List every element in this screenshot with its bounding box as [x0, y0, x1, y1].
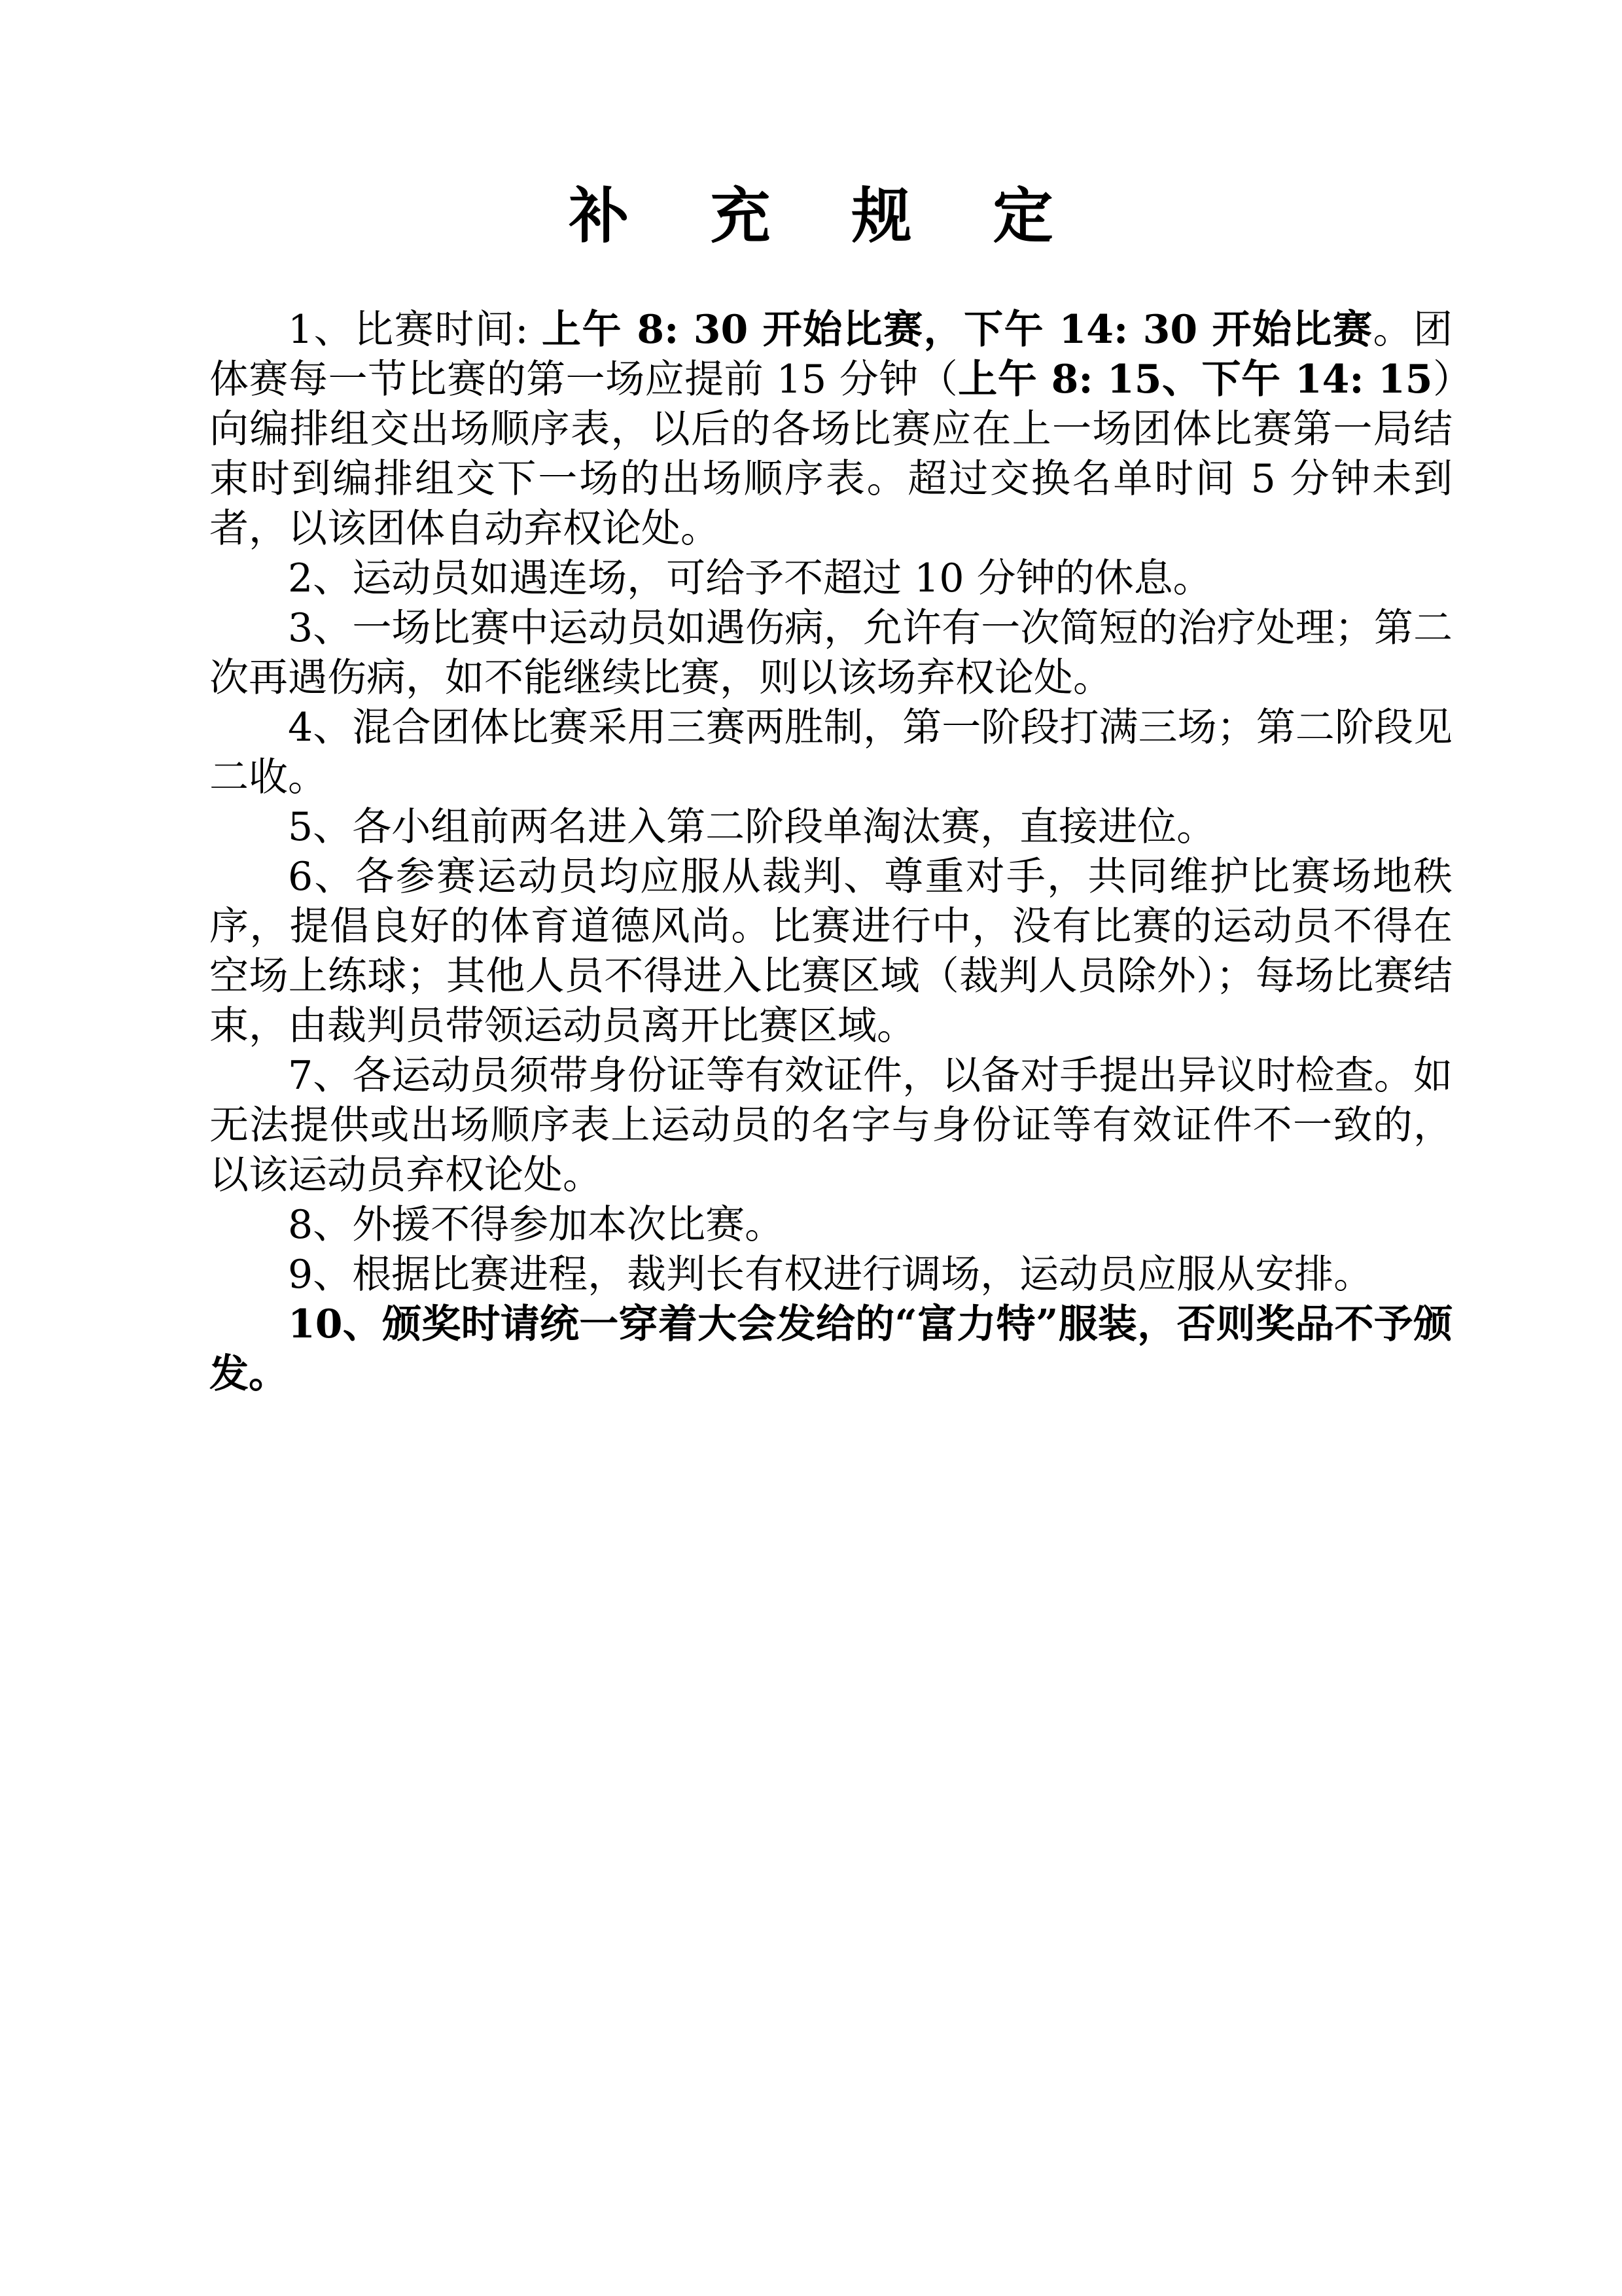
- rule-text-segment: 各运动员须带身份证等有效证件，以备对手提出异议时检查。如无法提供或出场顺序表上运动员的名字与身份证等有效证件不一致的，以该运动员弃权论处。: [209, 1053, 1453, 1198]
- document-body: [209, 305, 1453, 1399]
- rule-text-segment-bold: 颁奖时请统一穿着大会发给的“富力特”服装，否则奖品不予颁发。: [209, 1301, 1453, 1397]
- rule-text-segment: 各小组前两名进入第二阶段单淘汰赛，直接进位。: [352, 804, 1216, 850]
- rule-number: 4、: [288, 705, 353, 751]
- rule-item-2: [209, 554, 1453, 603]
- rule-text-segment-bold: 上午 8: 30 开始比赛，下午 14: 30 开始比赛: [542, 307, 1373, 353]
- rule-text-segment: 。团体赛每一节比赛的第一场应提前 15 分钟（: [209, 307, 1453, 402]
- rule-text-segment: 一场比赛中运动员如遇伤病，允许有一次简短的治疗处理；第二次再遇伤病，如不能继续比赛，则以该场弃权论处。: [209, 605, 1453, 701]
- rule-text-segment: 外援不得参加本次比赛。: [352, 1202, 785, 1248]
- rule-text-segment: ）向编排组交出场顺序表，以后的各场比赛应在上一场团体比赛第一局结束时到编排组交下一场的出场顺序表。超过交换名单时间 5 分钟未到者，以该团体自动弃权论处。: [209, 357, 1453, 552]
- rule-number: 3、: [288, 605, 353, 651]
- rule-item-4: [209, 703, 1453, 802]
- rule-item-6: [209, 852, 1453, 1051]
- rule-text-segment-bold: 上午 8: 15、下午 14: 15: [958, 357, 1433, 402]
- rule-number: 9、: [288, 1252, 353, 1298]
- document-title: 补 充 规 定: [569, 181, 1084, 251]
- rule-text-segment: 混合团体比赛采用三赛两胜制，第一阶段打满三场；第二阶段见二收。: [209, 705, 1453, 800]
- rule-number: 8、: [288, 1202, 353, 1248]
- rule-number: 7、: [288, 1053, 353, 1099]
- rule-text-segment: 各参赛运动员均应服从裁判、尊重对手，共同维护比赛场地秩序，提倡良好的体育道德风尚。比赛进行中，没有比赛的运动员不得在空场上练球；其他人员不得进入比赛区域（裁判人员除外）；每场比赛结束，由裁判员带领运动员离开比赛区域。: [209, 854, 1453, 1049]
- rule-item-9: [209, 1250, 1453, 1299]
- rule-item-7: [209, 1051, 1453, 1200]
- rule-item-1: [209, 305, 1453, 554]
- rule-item-10: [209, 1299, 1453, 1399]
- rule-text-segment: 根据比赛进程，裁判长有权进行调场，运动员应服从安排。: [352, 1252, 1373, 1298]
- rule-item-8: [209, 1200, 1453, 1250]
- rule-number: 1、: [288, 307, 355, 353]
- rule-text-segment: 比赛时间:: [354, 307, 542, 353]
- rule-text-segment: 运动员如遇连场，可给予不超过 10 分钟的休息。: [352, 556, 1212, 601]
- rule-number: 2、: [288, 556, 353, 601]
- rule-item-3: [209, 603, 1453, 703]
- rule-number: 10、: [288, 1301, 383, 1347]
- rule-number: 6、: [288, 854, 355, 900]
- rule-number: 5、: [288, 804, 353, 850]
- rule-item-5: [209, 802, 1453, 852]
